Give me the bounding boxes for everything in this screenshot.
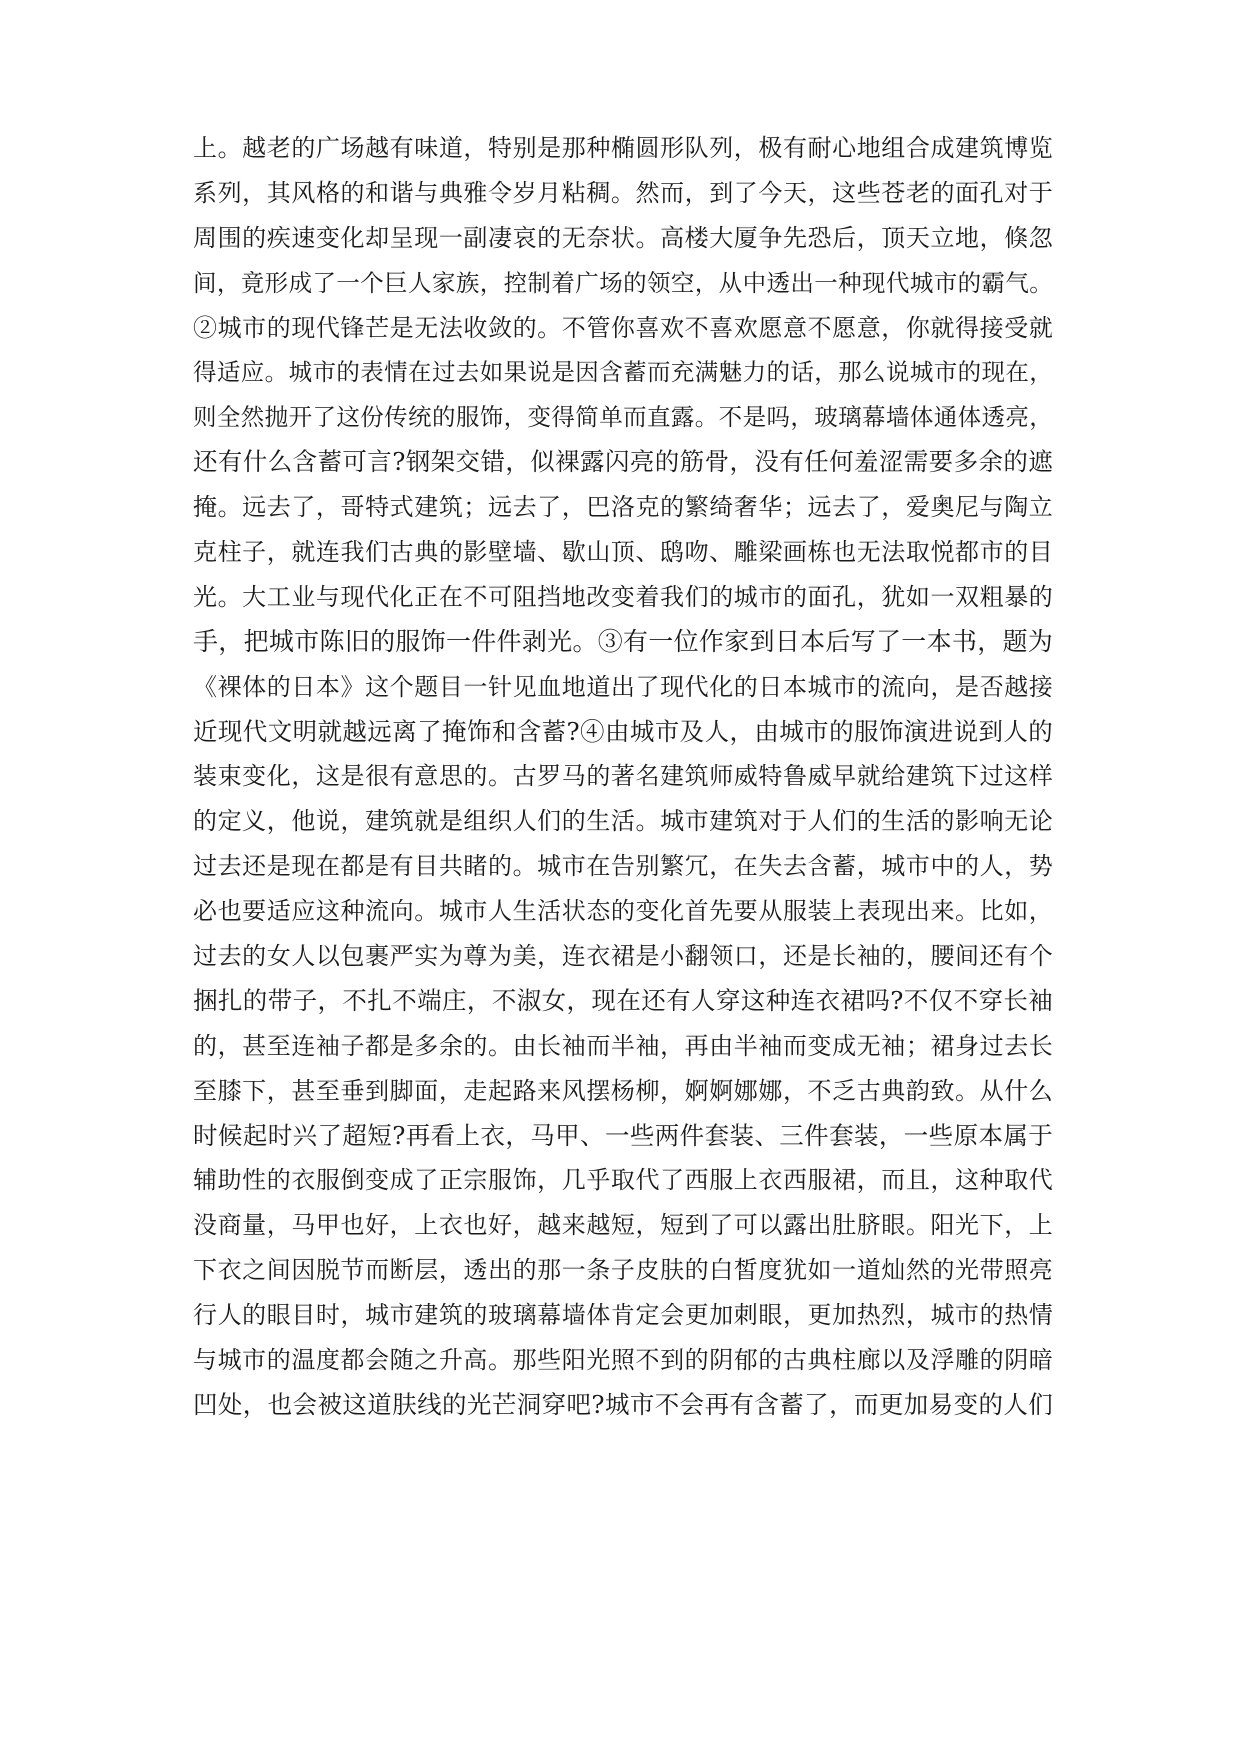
- text-line-13: 《裸体的日本》这个题目一针见血地道出了现代化的日本城市的流向，是否越接: [193, 672, 1053, 701]
- text-line-10: 克柱子，就连我们古典的影壁墙、歇山顶、鸱吻、雕梁画栋也无法取悦都市的目: [193, 538, 1053, 567]
- text-line-22: 至膝下，甚至垂到脚面，走起路来风摆杨柳，婀婀娜娜，不乏古典韵致。从什么: [193, 1076, 1053, 1105]
- text-line-5: ②城市的现代锋芒是无法收敛的。不管你喜欢不喜欢愿意不愿意，你就得接受就: [193, 313, 1053, 342]
- text-line-4: 间，竟形成了一个巨人家族，控制着广场的领空，从中透出一种现代城市的霸气。: [193, 268, 1053, 297]
- text-line-9: 掩。远去了，哥特式建筑；远去了，巴洛克的繁绮奢华；远去了，爱奥尼与陶立: [193, 493, 1053, 522]
- text-line-3: 周围的疾速变化却呈现一副凄哀的无奈状。高楼大厦争先恐后，顶天立地，倏忽: [193, 223, 1053, 252]
- text-line-20: 捆扎的带子，不扎不端庄，不淑女，现在还有人穿这种连衣裙吗?不仅不穿长袖: [193, 985, 1053, 1015]
- text-line-29: 凹处，也会被这道肤线的光芒洞穿吧?城市不会再有含蓄了，而更加易变的人们: [193, 1389, 1053, 1419]
- body-text: [193, 126, 1053, 1428]
- text-line-19: 过去的女人以包裹严实为尊为美，连衣裙是小翻领口，还是长袖的，腰间还有个: [193, 942, 1053, 971]
- text-line-21: 的，甚至连袖子都是多余的。由长袖而半袖，再由半袖而变成无袖；裙身过去长: [193, 1031, 1053, 1060]
- text-line-2: 系列，其风格的和谐与典雅令岁月粘稠。然而，到了今天，这些苍老的面孔对于: [193, 178, 1053, 207]
- text-line-23: 时候起时兴了超短?再看上衣，马甲、一些两件套装、三件套装，一些原本属于: [193, 1120, 1053, 1150]
- text-line-14: 近现代文明就越远离了掩饰和含蓄?④由城市及人，由城市的服饰演进说到人的: [193, 716, 1053, 746]
- text-line-28: 与城市的温度都会随之升高。那些阳光照不到的阴郁的古典柱廊以及浮雕的阴暗: [193, 1346, 1053, 1375]
- text-line-15: 装束变化，这是很有意思的。古罗马的著名建筑师威特鲁威早就给建筑下过这样: [193, 762, 1053, 791]
- text-line-11: 光。大工业与现代化正在不可阻挡地改变着我们的城市的面孔，犹如一双粗暴的: [193, 582, 1053, 611]
- text-line-25: 没商量，马甲也好，上衣也好，越来越短，短到了可以露出肚脐眼。阳光下，上: [193, 1211, 1053, 1240]
- text-line-17: 过去还是现在都是有目共睹的。城市在告别繁冗，在失去含蓄，城市中的人，势: [193, 852, 1053, 881]
- text-line-6: 得适应。城市的表情在过去如果说是因含蓄而充满魅力的话，那么说城市的现在，: [193, 358, 1053, 387]
- text-line-12: 手，把城市陈旧的服饰一件件剥光。③有一位作家到日本后写了一本书，题为: [193, 626, 1053, 656]
- text-line-16: 的定义，他说，建筑就是组织人们的生活。城市建筑对于人们的生活的影响无论: [193, 807, 1053, 836]
- text-line-1: 上。越老的广场越有味道，特别是那种椭圆形队列，极有耐心地组合成建筑博览: [193, 134, 1053, 162]
- text-line-8: 还有什么含蓄可言?钢架交错，似裸露闪亮的筋骨，没有任何羞涩需要多余的遮: [193, 447, 1053, 477]
- text-line-26: 下衣之间因脱节而断层，透出的那一条子皮肤的白皙度犹如一道灿然的光带照亮: [193, 1256, 1053, 1285]
- text-line-24: 辅助性的衣服倒变成了正宗服饰，几乎取代了西服上衣西服裙，而且，这种取代: [193, 1166, 1053, 1195]
- text-line-7: 则全然抛开了这份传统的服饰，变得简单而直露。不是吗，玻璃幕墙体通体透亮，: [193, 403, 1053, 432]
- text-line-18: 必也要适应这种流向。城市人生活状态的变化首先要从服装上表现出来。比如，: [193, 897, 1053, 926]
- text-line-27: 行人的眼目时，城市建筑的玻璃幕墙体肯定会更加刺眼，更加热烈，城市的热情: [193, 1301, 1053, 1330]
